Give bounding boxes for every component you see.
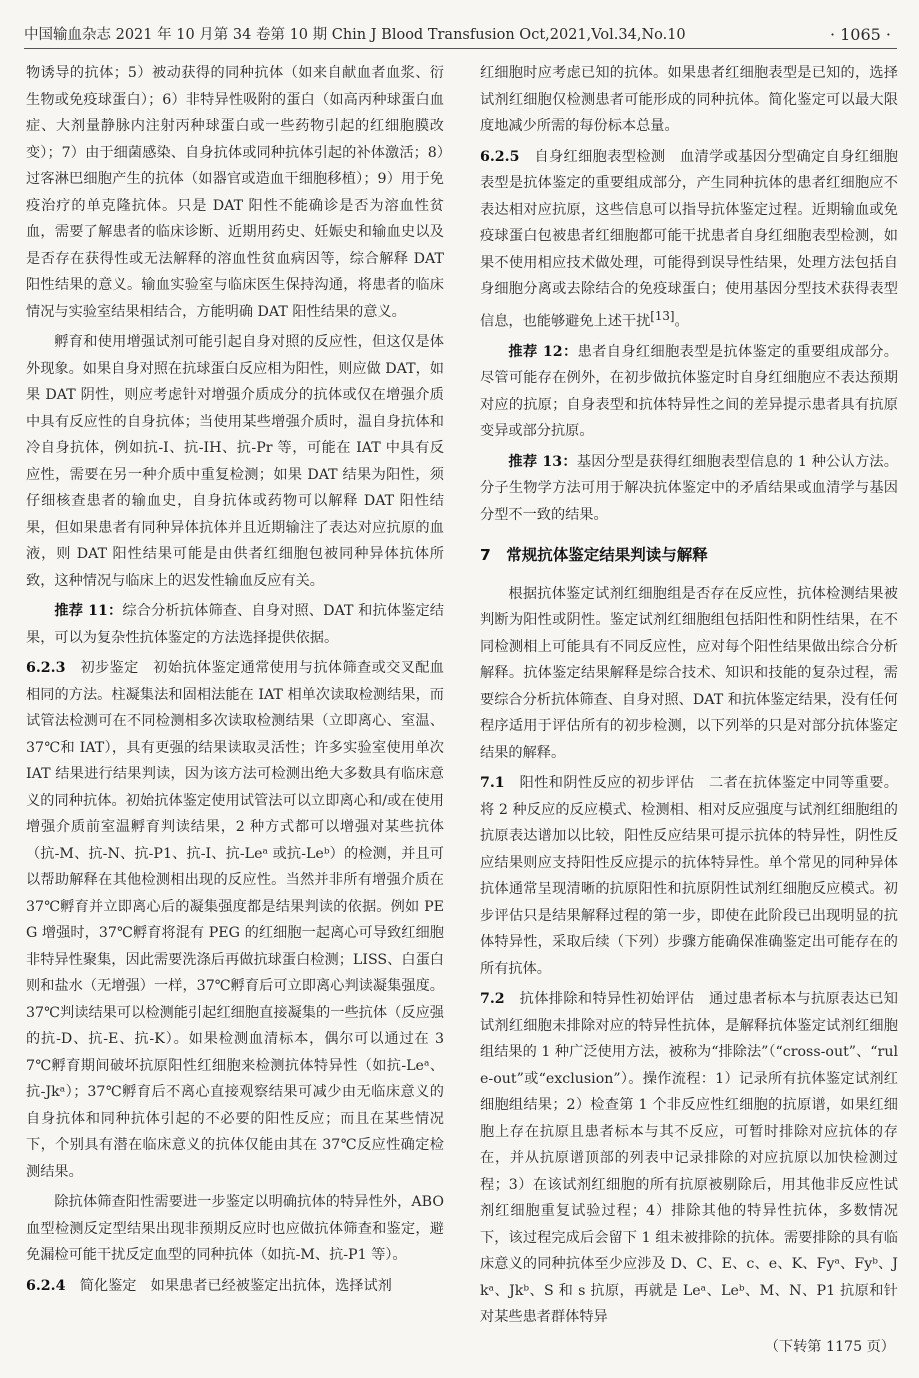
- right-column: [480, 60, 898, 1335]
- section-number: 6.2.5: [480, 148, 520, 165]
- recommendation-13: [480, 449, 898, 529]
- section-7-1: [480, 770, 898, 982]
- section-number: 7.1: [480, 775, 505, 792]
- section-title: 自身红细胞表型检测: [534, 148, 666, 165]
- section-number: 6.2.4: [26, 1277, 66, 1294]
- recommendation-label: 推荐 12：: [508, 343, 578, 360]
- recommendation-label: 推荐 11：: [54, 603, 123, 619]
- section-7-2: [480, 986, 898, 1331]
- running-header: [24, 22, 897, 49]
- reference-marker[interactable]: [13]: [650, 308, 675, 323]
- section-7-heading: 7 常规抗体鉴定结果判读与解释: [480, 546, 708, 565]
- paragraph: 物诱导的抗体；5）被动获得的同种抗体（如来自献血者血浆、衍生物或免疫球蛋白）；6）非特异性吸附的蛋白（如高丙种球蛋白血症、大剂量静脉内注射丙种球蛋白或一些药物引起的红细胞膜改变）；7）由于细菌感染、自身抗体或同种抗体引起的补体激活；8）过客淋巴细胞产生的抗体（如器官或造血干细胞移植）；9）用于免疫治疗的单克隆抗体。只是 DAT 阳性不能确诊是否为溶血性贫血，需要了解患者的临床诊断、近期用药史、妊娠史和输血史以及是否存在获得性或无法解释的溶血性贫血病因等，综合解释 DAT 阳性结果的意义。输血实验室与临床医生保持沟通，将患者的临床情况与实验室结果相结合，方能明确 DAT 阳性结果的意义。: [26, 65, 444, 320]
- section-title: 抗体排除和特异性初始评估: [519, 991, 695, 1008]
- section-text: 如果患者已经被鉴定出抗体，选择试剂: [150, 1277, 392, 1294]
- section-title: 简化鉴定: [79, 1277, 137, 1294]
- section-number: 7.2: [480, 991, 505, 1008]
- section-text: 二者在抗体鉴定中同等重要。将 2 种反应的反应模式、检测相、相对反应强度与试剂红细胞组的抗原表达谱加以比较，阳性反应结果可提示抗体的特异性，阴性反应结果则应支持阳性反应提示的抗体特异性。单个常见的同种异体抗体通常呈现清晰的抗原阳性和抗原阴性试剂红细胞反应模式。初步评估只是结果解释过程的第一步，即使在此阶段已出现明显的抗体特异性，采取后续（下列）步骤方能确保准确鉴定出可能存在的所有抗体。: [480, 775, 898, 977]
- section-text-end: 。: [674, 313, 689, 330]
- section-text: 通过患者标本与抗原表达已知试剂红细胞未排除对应的特异性抗体，是解释抗体鉴定试剂红细胞组结果的 1 种广泛使用方法，被称为“排除法”（“cross-out”、“rule-out”或“exclusion”）。操作流程：1）记录所有抗体鉴定试剂红细胞组结果；2）检查第 1 个非反应性红细胞的抗原谱，如果红细胞上存在抗原且患者标本与其不反应，可暂时排除对应抗体的存在，并从抗原谱顶部的列表中记录排除的对应抗原以加快检测过程；3）在该试剂红细胞的所有抗原被剔除后，用其他非反应性试剂红细胞重复试验过程；4）排除其他的特异性抗体，多数情况下，该过程完成后会留下 1 组未被排除的抗体。需要排除的具有临床意义的同种抗体至少应涉及 D、C、E、c、e、K、Fyᵃ、Fyᵇ、Jkᵃ、Jkᵇ、S 和 s 抗原，再就是 Leᵃ、Leᵇ、M、N、P1 抗原和针对某些患者群体特异: [480, 991, 898, 1326]
- section-title: 初步鉴定: [80, 660, 139, 676]
- recommendation-text: 基因分型是获得红细胞表型信息的 1 种公认方法。分子生物学方法可用于解决抗体鉴定中的矛盾结果或血清学与基因分型不一致的结果。: [480, 453, 898, 523]
- section-text: 血清学或基因分型确定自身红细胞表型是抗体鉴定的重要组成部分，产生同种抗体的患者红细胞应不表达相对应抗原，这些信息可以指导抗体鉴定过程。近期输血或免疫球蛋白包被患者红细胞都可能干扰患者自身红细胞表型检测，如果不使用相应技术做处理，可能得到误导性结果，处理方法包括自身细胞分离或去除结合的免疫球蛋白；使用基因分型技术获得表型信息，也能够避免上述干扰: [480, 148, 898, 330]
- page-number: · 1065 ·: [829, 25, 891, 44]
- journal-citation: 中国输血杂志 2021 年 10 月第 34 卷第 10 期 Chin J Blood Transfusion Oct,2021,Vol.34,No.10: [24, 27, 686, 43]
- section-title: 阳性和阴性反应的初步评估: [519, 775, 695, 792]
- paragraph: 除抗体筛查阳性需要进一步鉴定以明确抗体的特异性外，ABO 血型检测反定型结果出现非预期反应时也应做抗体筛查和鉴定，避免漏检可能干扰反定血型的同种抗体（如抗-M、抗-P1 等）。: [26, 1194, 444, 1263]
- recommendation-12: [480, 339, 898, 445]
- section-text: 初始抗体鉴定通常使用与抗体筛查或交叉配血相同的方法。柱凝集法和固相法能在 IAT 相单次读取检测结果，而试管法检测可在不同检测相多次读取检测结果（立即离心、室温、37℃和 IAT），具有更强的结果读取灵活性；许多实验室使用单次 IAT 结果进行结果判读，因为该方法可检测出绝大多数具有临床意义的同种抗体。初始抗体鉴定使用试管法可以立即离心和/或在使用增强介质前室温孵育判读结果，2 种方式都可以增强对某些抗体（抗-M、抗-N、抗-P1、抗-I、抗-Leᵃ 或抗-Leᵇ）的检测，并且可以帮助解释在其他检测相出现的反应性。当然并非所有增强介质在 37℃孵育并立即离心后的凝集强度都是结果判读的依据。例如 PEG 增强时，37℃孵育将混有 PEG 的红细胞一起离心可导致红细胞非特异性聚集，因此需要洗涤后再做抗球蛋白检测；LISS、白蛋白则和盐水（无增强）一样，37℃孵育后可立即离心判读凝集强度。37℃判读结果可以检测能引起红细胞直接凝集的一些抗体（反应强的抗-D、抗-E、抗-K）。如果检测血清标本，偶尔可以通过在 37℃孵育期间破坏抗原阳性红细胞来检测抗体特异性（如抗-Leᵃ、抗-Jkᵃ）；37℃孵育后不离心直接观察结果可减少由无临床意义的自身抗体和同种抗体引起的不必要的阳性反应；而且在某些情况下，个别具有潜在临床意义的抗体仅能由其在 37℃反应性确定检测结果。: [26, 660, 444, 1180]
- section-6-2-5: [480, 144, 898, 335]
- continued-note: （下转第 1175 页）: [764, 1339, 895, 1355]
- recommendation-11: [26, 598, 444, 651]
- left-column: [26, 60, 444, 1303]
- section-6-2-4: [26, 1273, 444, 1300]
- paragraph: 红细胞时应考虑已知的抗体。如果患者红细胞表型是已知的，选择试剂红细胞仅检测患者可能形成的同种抗体。简化鉴定可以最大限度地减少所需的每份标本总量。: [480, 65, 898, 134]
- recommendation-text: 综合分析抗体筛查、自身对照、DAT 和抗体鉴定结果，可以为复杂性抗体鉴定的方法选择提供依据。: [26, 603, 444, 646]
- paragraph: 根据抗体鉴定试剂红细胞组是否存在反应性，抗体检测结果被判断为阳性或阴性。鉴定试剂红细胞组包括阳性和阴性结果，在不同检测相上可能具有不同反应性，应对每个阳性结果做出综合分析解释。抗体鉴定结果解释是综合技术、知识和技能的复杂过程，需要综合分析抗体筛查、自身对照、DAT 和抗体鉴定结果，没有任何程序适用于评估所有的初步检测，以下列举的只是对部分抗体鉴定结果的解释。: [480, 585, 898, 761]
- paragraph: 孵育和使用增强试剂可能引起自身对照的反应性，但这仅是体外现象。如果自身对照在抗球蛋白反应相为阳性，则应做 DAT，如果 DAT 阴性，则应考虑针对增强介质成分的抗体或仅在增强介质中具有反应性的自身抗体；当使用某些增强介质时，温自身抗体和冷自身抗体，例如抗-I、抗-IH、抗-Pr 等，可能在 IAT 中具有反应性，需要在另一种介质中重复检测；如果 DAT 结果为阳性，须仔细核查患者的输血史，自身抗体或药物可以解释 DAT 阳性结果，但如果患者有同种异体抗体并且近期输注了表达对应抗原的血液，则 DAT 阳性结果可能是由供者红细胞包被同种异体抗体所致，这种情况与临床上的迟发性输血反应有关。: [26, 334, 444, 589]
- section-number: 6.2.3: [26, 660, 66, 676]
- recommendation-label: 推荐 13：: [508, 453, 577, 470]
- section-6-2-3: [26, 655, 444, 1185]
- recommendation-text: 患者自身红细胞表型是抗体鉴定的重要组成部分。尽管可能存在例外，在初步做抗体鉴定时自身红细胞应不表达预期对应的抗原；自身表型和抗体特异性之间的差异提示患者具有抗原变异或部分抗原。: [480, 343, 898, 440]
